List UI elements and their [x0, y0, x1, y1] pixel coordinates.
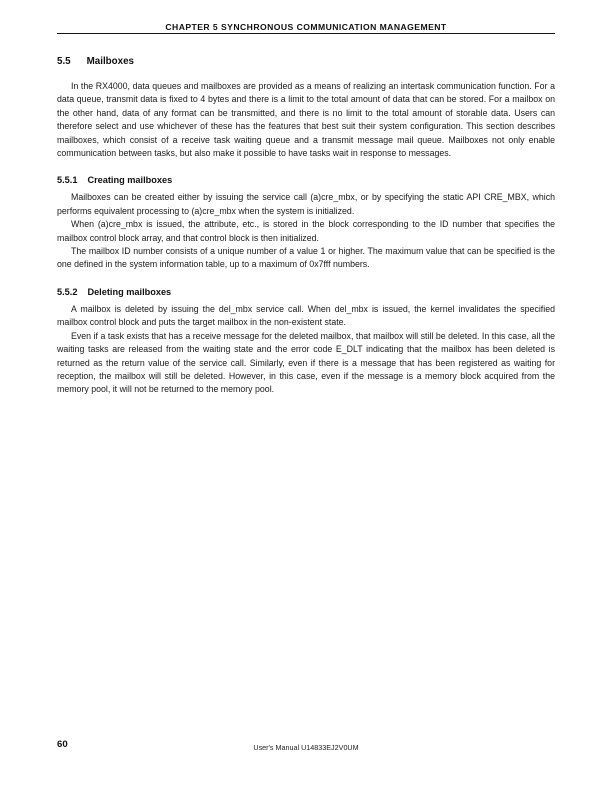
subsection-title: Creating mailboxes — [87, 175, 173, 186]
page-content — [57, 56, 555, 397]
section-title: Mailboxes — [86, 56, 134, 67]
subsection-number: 5.5.2 — [57, 286, 78, 297]
paragraph-creating-3: The mailbox ID number consists of a unique number of a value 1 or higher. The maximum value that can be specified is the one defined in the system information table, up to a maximum of 0x7fff numbers. — [57, 246, 555, 270]
paragraph-5-5-intro: In the RX4000, data queues and mailboxes are provided as a means of realizing an intertask communication function. For a data queue, transmit data is fixed to 4 bytes and there is a limit to the total amount of data that can be stored. For a mailbox on the other hand, data of any format can be transmitted, and there is no limit to the total amount of storable data. Users can therefore select and use whichever of these has the features that best suit their system configuration. This section describes mailboxes, which consist of a receive task waiting queue and a transmit message mail queue. Mailboxes not only enable communication between tasks, but also make it possible to have tasks wait in response to messages. — [57, 81, 555, 159]
section-heading-5-5-1 — [57, 175, 555, 185]
subsection-title: Deleting mailboxes — [87, 286, 172, 297]
paragraph-creating-1: Mailboxes can be created either by issuing the service call (a)cre_mbx, or by specifying the static API CRE_MBX, which performs equivalent processing to (a)cre_mbx when the system is initialized. — [57, 192, 555, 216]
paragraph-deleting-1: A mailbox is deleted by issuing the del_mbx service call. When del_mbx is issued, the kernel invalidates the specified mailbox control block and puts the target mailbox in the non-existent state. — [57, 303, 555, 328]
section-heading-5-5-2 — [57, 287, 555, 297]
manual-reference: User's Manual U14833EJ2V0UM — [253, 743, 359, 752]
page-number: 60 — [57, 739, 68, 750]
paragraph-deleting-2: Even if a task exists that has a receive message for the deleted mailbox, that mailbox will still be deleted. In this case, all the waiting tasks are released from the waiting state and the error code E_DLT indicating that the mailbox has been deleted is returned as the return value of the service call. Similarly, even if there is a message that has been registered as waiting for reception, the mailbox will still be deleted. However, in this case, even if the message is a memory block acquired from the memory pool, it will not be returned to the memory pool. — [57, 330, 555, 395]
chapter-header: CHAPTER 5 SYNCHRONOUS COMMUNICATION MANAGEMENT — [165, 22, 447, 32]
section-number: 5.5 — [57, 56, 71, 67]
subsection-number: 5.5.1 — [57, 175, 78, 186]
section-heading-5-5 — [57, 56, 555, 67]
header-rule — [57, 33, 555, 34]
paragraph-creating-2: When (a)cre_mbx is issued, the attribute, etc., is stored in the block corresponding to the ID number that specifies the mailbox control block array, and that control block is then initialized. — [57, 219, 555, 243]
